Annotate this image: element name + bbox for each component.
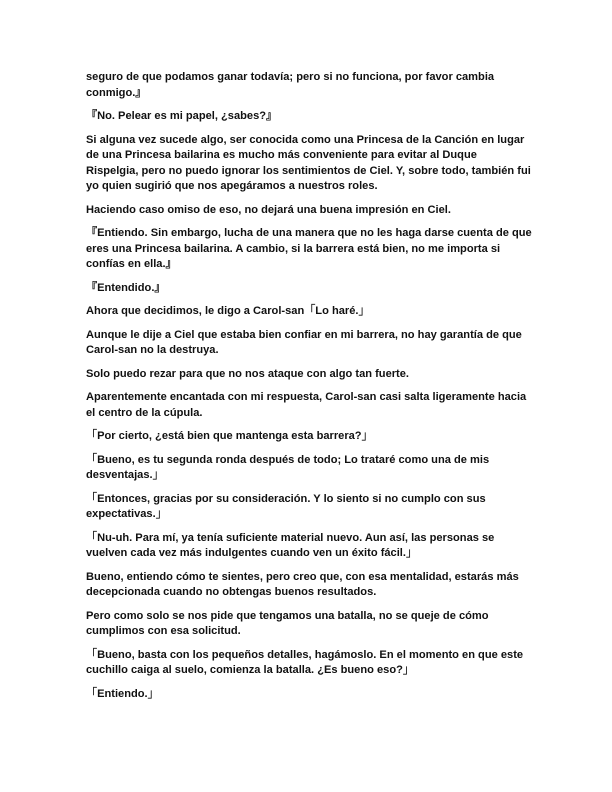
paragraph-2: 『No. Pelear es mi papel, ¿sabes?』 [86, 110, 278, 122]
document-page [86, 70, 532, 710]
paragraph-7: Ahora que decidimos, le digo a Carol-san「Lo haré.」 [86, 305, 370, 317]
paragraph-12: 「Bueno, es tu segunda ronda después de todo; Lo trataré como una de mis desventajas.」 [86, 453, 490, 481]
paragraph-3: Si alguna vez sucede algo, ser conocida como una Princesa de la Canción en lugar de una Princesa bailarina es mucho más conveniente para evitar al Duque Rispelgia, pero no puedo ignorar los sentimientos de Ciel. Y, sobre todo, también fui yo quien sugirió que nos apegáramos a nuestros roles. [86, 133, 531, 192]
paragraph-16: Pero como solo se nos pide que tengamos una batalla, no se queje de cómo cumplimos con esa solicitud. [86, 609, 489, 637]
paragraph-8: Aunque le dije a Ciel que estaba bien confiar en mi barrera, no hay garantía de que Carol-san no la destruya. [86, 328, 522, 356]
paragraph-14: 「Nu-uh. Para mí, ya tenía suficiente material nuevo. Aun así, las personas se vuelven cada vez más indulgentes cuando ven un éxito fácil.」 [86, 531, 495, 559]
paragraph-10: Aparentemente encantada con mi respuesta, Carol-san casi salta ligeramente hacia el centro de la cúpula. [86, 391, 527, 419]
paragraph-15: Bueno, entiendo cómo te sientes, pero creo que, con esa mentalidad, estarás más decepcionada cuando no obtengas buenos resultados. [86, 570, 519, 598]
paragraph-4: Haciendo caso omiso de eso, no dejará una buena impresión en Ciel. [86, 203, 451, 216]
paragraph-18: 「Entiendo.」 [86, 687, 159, 700]
paragraph-1: seguro de que podamos ganar todavía; pero si no funciona, por favor cambia conmigo.』 [86, 71, 495, 99]
paragraph-11: 「Por cierto, ¿está bien que mantenga esta barrera?」 [86, 430, 373, 442]
paragraph-5: 『Entiendo. Sin embargo, lucha de una manera que no les haga darse cuenta de que eres una Princesa bailarina. A cambio, si la barrera está bien, no me importa si confías en ella.』 [86, 227, 532, 270]
paragraph-13: 「Entonces, gracias por su consideración. Y lo siento si no cumplo con sus expectativas.」 [86, 492, 486, 520]
paragraph-6: 『Entendido.』 [86, 281, 166, 294]
paragraph-9: Solo puedo rezar para que no nos ataque con algo tan fuerte. [86, 367, 409, 380]
paragraph-17: 「Bueno, basta con los pequeños detalles, hagámoslo. En el momento en que este cuchillo caiga al suelo, comienza la batalla. ¿Es bueno eso?」 [86, 648, 524, 676]
